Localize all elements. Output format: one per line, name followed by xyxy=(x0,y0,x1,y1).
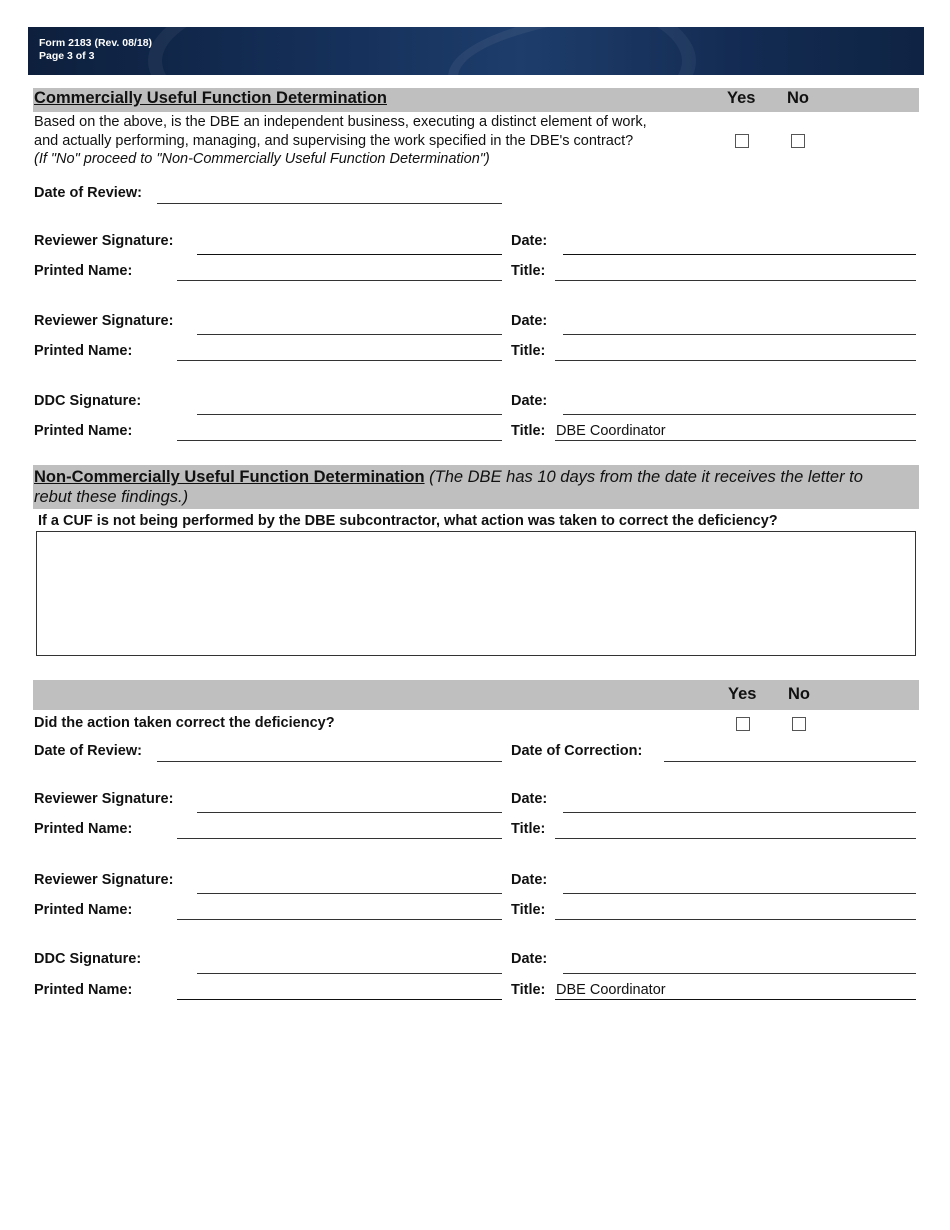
printed-name-field[interactable] xyxy=(177,280,502,281)
correction-yes-header: Yes xyxy=(728,685,757,703)
date-field[interactable] xyxy=(563,973,916,974)
date-field[interactable] xyxy=(563,812,916,813)
noncuf-section-heading xyxy=(34,467,914,507)
reviewer-signature-label: Reviewer Signature: xyxy=(34,313,174,329)
date-field[interactable] xyxy=(563,334,916,335)
cuf-date-of-review-label: Date of Review: xyxy=(34,185,142,201)
cuf-yes-header: Yes xyxy=(727,89,756,107)
noncuf-question: If a CUF is not being performed by the DBE subcontractor, what action was taken to correct the deficiency? xyxy=(38,513,778,529)
date-label: Date: xyxy=(511,233,548,249)
corrective-action-textarea[interactable] xyxy=(36,531,916,656)
date-label: Date: xyxy=(511,791,548,807)
title-label: Title: xyxy=(511,343,546,359)
title-label: Title: xyxy=(511,821,546,837)
reviewer-signature-field[interactable] xyxy=(197,334,502,335)
title-field[interactable] xyxy=(555,440,916,441)
title-field[interactable] xyxy=(555,919,916,920)
date-label: Date: xyxy=(511,951,548,967)
printed-name-label: Printed Name: xyxy=(34,343,133,359)
cuf-yes-checkbox[interactable] xyxy=(735,134,749,148)
title-value: DBE Coordinator xyxy=(556,423,666,439)
ddc-signature-label: DDC Signature: xyxy=(34,393,142,409)
noncuf-note: (The DBE has 10 days from the date it receives the letter to xyxy=(424,468,863,486)
printed-name-field[interactable] xyxy=(177,440,502,441)
date-label: Date: xyxy=(511,872,548,888)
date-of-correction-label: Date of Correction: xyxy=(511,743,643,759)
ddc-signature-field[interactable] xyxy=(197,973,502,974)
date-label: Date: xyxy=(511,313,548,329)
noncuf-section-title: Non-Commercially Useful Function Determination xyxy=(34,468,425,486)
date-field[interactable] xyxy=(563,254,916,255)
correction-date-of-review-label: Date of Review: xyxy=(34,743,142,759)
reviewer-signature-field[interactable] xyxy=(197,254,502,255)
title-field[interactable] xyxy=(555,280,916,281)
correction-no-checkbox[interactable] xyxy=(792,717,806,731)
printed-name-field[interactable] xyxy=(177,838,502,839)
title-label: Title: xyxy=(511,423,546,439)
form-header-banner xyxy=(28,27,924,75)
page-number: Page 3 of 3 xyxy=(39,49,95,62)
correction-yes-checkbox[interactable] xyxy=(736,717,750,731)
date-field[interactable] xyxy=(563,414,916,415)
cuf-no-header: No xyxy=(787,89,809,107)
reviewer-signature-label: Reviewer Signature: xyxy=(34,233,174,249)
printed-name-label: Printed Name: xyxy=(34,423,133,439)
form-number: Form 2183 (Rev. 08/18) xyxy=(39,37,153,49)
reviewer-signature-field[interactable] xyxy=(197,812,502,813)
reviewer-signature-field[interactable] xyxy=(197,893,502,894)
printed-name-label: Printed Name: xyxy=(34,821,133,837)
ddc-signature-label: DDC Signature: xyxy=(34,951,142,967)
title-label: Title: xyxy=(511,902,546,918)
ddc-signature-field[interactable] xyxy=(197,414,502,415)
noncuf-note-cont: rebut these findings.) xyxy=(34,488,189,506)
title-label: Title: xyxy=(511,982,546,998)
title-field[interactable] xyxy=(555,999,916,1000)
cuf-date-of-review-field[interactable] xyxy=(157,203,502,204)
date-label: Date: xyxy=(511,393,548,409)
printed-name-field[interactable] xyxy=(177,919,502,920)
printed-name-label: Printed Name: xyxy=(34,982,133,998)
reviewer-signature-label: Reviewer Signature: xyxy=(34,872,174,888)
printed-name-field[interactable] xyxy=(177,360,502,361)
printed-name-label: Printed Name: xyxy=(34,902,133,918)
date-of-correction-field[interactable] xyxy=(664,761,916,762)
correction-question: Did the action taken correct the deficiency? xyxy=(34,715,335,731)
title-field[interactable] xyxy=(555,838,916,839)
printed-name-field[interactable] xyxy=(177,999,502,1000)
correction-section-bar xyxy=(33,680,919,710)
title-value: DBE Coordinator xyxy=(556,982,666,998)
printed-name-label: Printed Name: xyxy=(34,263,133,279)
correction-date-of-review-field[interactable] xyxy=(157,761,502,762)
title-label: Title: xyxy=(511,263,546,279)
cuf-section-title: Commercially Useful Function Determination xyxy=(34,89,387,107)
title-field[interactable] xyxy=(555,360,916,361)
cuf-question: Based on the above, is the DBE an independent business, executing a distinct element of work, and actually performing, managing, and supervising the work specified in the DBE's contract? (If "No" proceed to "Non-Commercially Useful Function Determination") xyxy=(34,114,647,167)
cuf-no-checkbox[interactable] xyxy=(791,134,805,148)
reviewer-signature-label: Reviewer Signature: xyxy=(34,791,174,807)
date-field[interactable] xyxy=(563,893,916,894)
correction-no-header: No xyxy=(788,685,810,703)
